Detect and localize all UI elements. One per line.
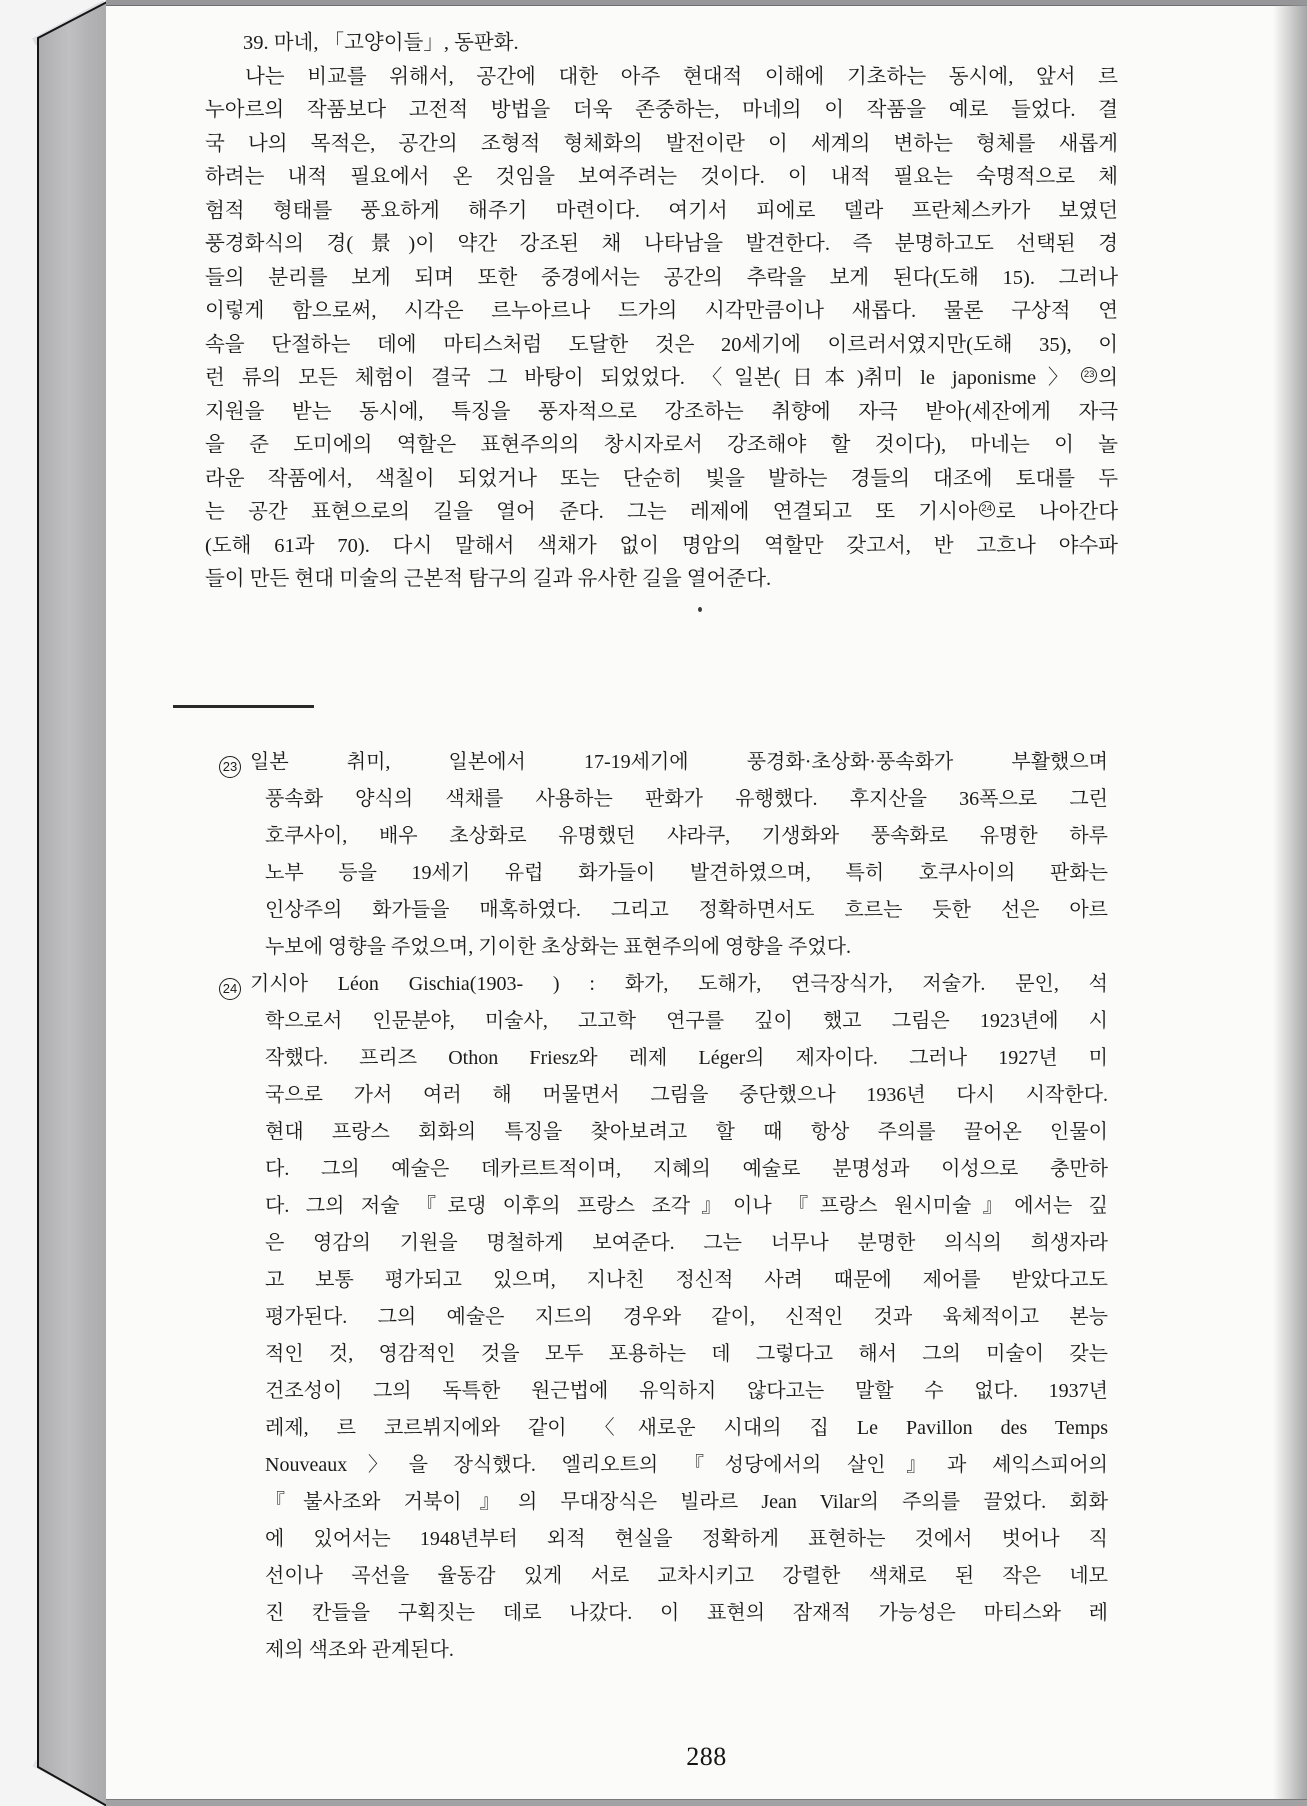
text-line: 들이 만든 현대 미술의 근본적 탐구의 길과 유사한 길을 열어준다. xyxy=(205,568,772,590)
text-line: 는 공간 표현으로의 길을 열어 준다. 그는 레제에 연결되고 또 기시아 24 로 나아간다 xyxy=(205,501,1119,523)
text-line: 에 있어서는 1948년부터 외적 현실을 정확하게 표현하는 것에서 벗어나 직 xyxy=(265,1528,1108,1550)
text-line: 속을 단절하는 데에 마티스처럼 도달한 것은 20세기에 이르러서였지만(도해 35), 이 xyxy=(205,333,1118,356)
text-line: 진 칸들을 구획짓는 데로 나갔다. 이 표현의 잠재적 가능성은 마티스와 레 xyxy=(265,1602,1108,1624)
body-paragraph xyxy=(205,61,1118,597)
footnote-separator xyxy=(173,705,314,708)
body-text xyxy=(205,27,1118,597)
text-line: 선이나 곡선을 율동감 있게 서로 교차시키고 강렬한 색채로 된 작은 네모 xyxy=(265,1565,1108,1587)
text-line: 누보에 영향을 주었으며, 기이한 초상화는 표현주의에 영향을 주었다. xyxy=(265,936,851,958)
page xyxy=(106,0,1307,1806)
text-line: 라운 작품에서, 색칠이 되었거나 또는 단순히 빛을 발하는 경들의 대조에 토대를 두 xyxy=(205,467,1118,490)
text-line: 국으로 가서 여러 해 머물면서 그림을 중단했으나 1936년 다시 시작한다. xyxy=(265,1084,1108,1106)
text-line: 다. 그의 저술 『로댕 이후의 프랑스 조각』이나 『프랑스 원시미술』에서는 깊 xyxy=(265,1195,1108,1217)
footnote-marker: 23 xyxy=(219,756,241,778)
text-line: 노부 등을 19세기 유럽 화가들이 발견하였으며, 특히 호쿠사이의 판화는 xyxy=(265,862,1108,884)
page-right-shadow xyxy=(1273,0,1307,1806)
text-line: 이렇게 함으로써, 시각은 르누아르나 드가의 시각만큼이나 새롭다. 물론 구상적 연 xyxy=(205,300,1118,322)
text-line: 현대 프랑스 회화의 특징을 찾아보려고 할 때 항상 주의를 끌어온 인물이 xyxy=(265,1121,1108,1143)
footnote-ref: 24 xyxy=(979,501,995,517)
page-edges xyxy=(0,0,120,1806)
text-line: 국 나의 목적은, 공간의 조형적 형체화의 발전이란 이 세계의 변하는 형체를 새롭게 xyxy=(205,132,1118,155)
text-line: 다. 그의 예술은 데카르트적이며, 지혜의 예술로 분명성과 이성으로 충만하 xyxy=(265,1158,1108,1180)
text-line: 24 기시아 Léon Gischia(1903- ) : 화가, 도해가, 연극장식가, 저술가. 문인, 석 xyxy=(219,966,1108,1003)
text-line: 호쿠사이, 배우 초상화로 유명했던 샤라쿠, 기생화와 풍속화로 유명한 하루 xyxy=(265,825,1108,847)
text-line: 들의 분리를 보게 되며 또한 중경에서는 공간의 추락을 보게 된다(도해 15). 그러나 xyxy=(205,266,1118,289)
footnote-ref: 23 xyxy=(1081,367,1097,383)
text-line: 23 일본 취미, 일본에서 17-19세기에 풍경화·초상화·풍속화가 부활했으며 xyxy=(219,744,1108,781)
page-number: 288 xyxy=(686,1742,727,1771)
text-line: 풍속화 양식의 색채를 사용하는 판화가 유행했다. 후지산을 36폭으로 그린 xyxy=(265,788,1108,810)
text-line: 평가된다. 그의 예술은 지드의 경우와 같이, 신적인 것과 육체적이고 본능 xyxy=(265,1306,1108,1328)
text-line: 하려는 내적 필요에서 온 것임을 보여주려는 것이다. 이 내적 필요는 숙명적으로 체 xyxy=(205,166,1118,188)
text-line: 학으로서 인문분야, 미술사, 고고학 연구를 깊이 했고 그림은 1923년에 시 xyxy=(265,1010,1108,1032)
book-top-edge xyxy=(106,0,1307,6)
text-line: 험적 형태를 풍요하게 해주기 마련이다. 여기서 피에로 델라 프란체스카가 보였던 xyxy=(205,199,1118,222)
book-bottom-edge xyxy=(106,1799,1307,1806)
text-line: 누아르의 작품보다 고전적 방법을 더욱 존중하는, 마네의 이 작품을 예로 들었다. 결 xyxy=(205,99,1118,121)
text-line: 레제, 르 코르뷔지에와 같이 〈새로운 시대의 집 Le Pavillon des Temps xyxy=(265,1417,1108,1439)
text-line: 을 준 도미에의 역할은 표현주의의 창시자로서 강조해야 할 것이다), 마네는 이 놀 xyxy=(205,434,1118,456)
text-line: 풍경화식의 경(景)이 약간 강조된 채 나타남을 발견한다. 즉 분명하고도 선택된 경 xyxy=(205,233,1118,255)
text-line: 런 류의 모든 체험이 결국 그 바탕이 되었었다. 〈일본(日本)취미 le japonisme〉 23 의 xyxy=(205,367,1118,389)
text-line: (도해 61과 70). 다시 말해서 색채가 없이 명암의 역할만 갖고서, 반 고흐나 야수파 xyxy=(205,534,1118,557)
text-line: 작했다. 프리즈 Othon Friesz와 레제 Léger의 제자이다. 그러나 1927년 미 xyxy=(265,1047,1108,1069)
text-line: 인상주의 화가들을 매혹하였다. 그리고 정확하면서도 흐르는 듯한 선은 아르 xyxy=(265,899,1108,921)
text-line: 적인 것, 영감적인 것을 모두 포용하는 데 그렇다고 해서 그의 미술이 갖는 xyxy=(265,1343,1108,1365)
footnotes xyxy=(219,744,1108,1669)
footnote-marker: 24 xyxy=(219,978,241,1000)
figure-caption: 39. 마네, 「고양이들」, 동판화. xyxy=(243,32,519,54)
text-line: 고 보통 평가되고 있으며, 지나친 정신적 사려 때문에 제어를 받았다고도 xyxy=(265,1269,1108,1291)
text-line: 지원을 받는 동시에, 특징을 풍자적으로 강조하는 취향에 자극 받아(세잔에게 자극 xyxy=(205,400,1118,423)
text-line: 제의 색조와 관계된다. xyxy=(265,1639,454,1661)
text-line: Nouveaux〉을 장식했다. 엘리오트의 『성당에서의 살인』과 셰익스피어의 xyxy=(265,1454,1108,1476)
text-line: 나는 비교를 위해서, 공간에 대한 아주 현대적 이해에 기초하는 동시에, 앞서 르 xyxy=(245,65,1118,88)
spine-face xyxy=(38,2,107,1806)
text-line: 건조성이 그의 독특한 원근법에 유익하지 않다고는 말할 수 없다. 1937년 xyxy=(265,1380,1108,1402)
text-line: 『불사조와 거북이』의 무대장식은 빌라르 Jean Vilar의 주의를 끌었다. 회화 xyxy=(265,1491,1108,1513)
ink-dot xyxy=(698,607,702,612)
text-line: 은 영감의 기원을 명철하게 보여준다. 그는 너무나 분명한 의식의 희생자라 xyxy=(265,1232,1108,1254)
